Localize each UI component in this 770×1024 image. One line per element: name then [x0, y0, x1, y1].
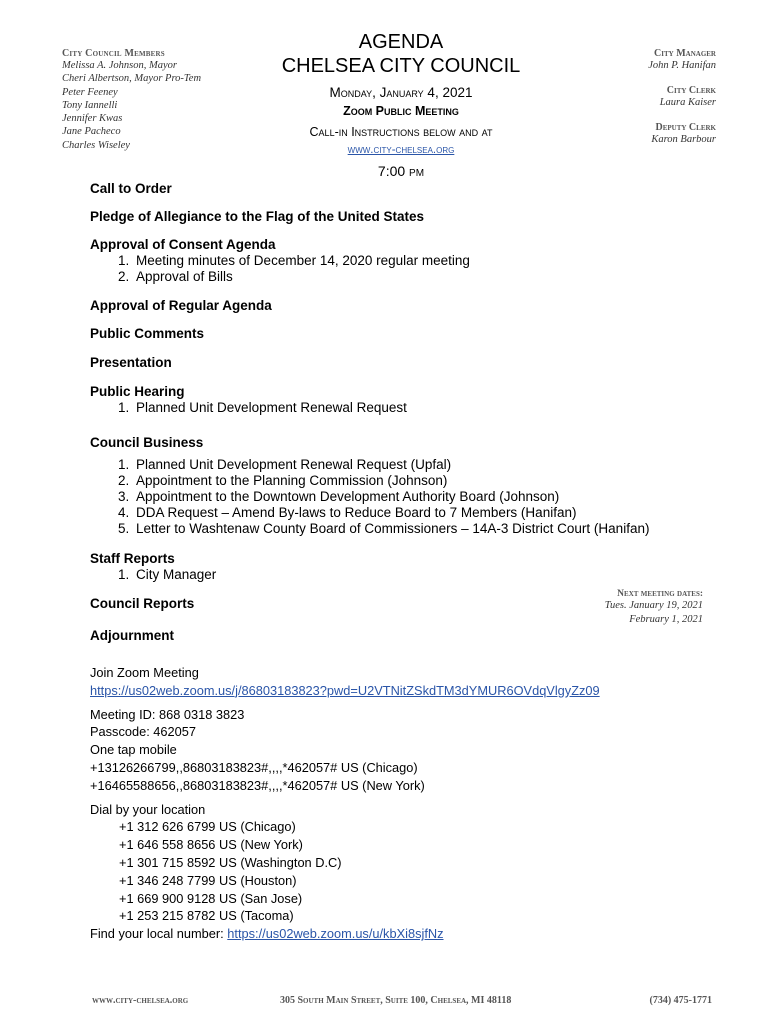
official-name: John P. Hanifan [648, 60, 716, 71]
footer-phone: (734) 475-1771 [649, 995, 712, 1006]
next-meeting-date: Tues. January 19, 2021 [604, 600, 703, 611]
member-name: Cheri Albertson, Mayor Pro-Tem [62, 73, 202, 85]
item-text: Approval of Bills [136, 269, 233, 285]
staff-reports-heading: Staff Reports [90, 550, 175, 566]
dial-number: +1 346 248 7799 US (Houston) [119, 872, 297, 888]
item-number: 1. [118, 253, 130, 268]
member-name: Charles Wiseley [62, 139, 130, 151]
list-item [90, 505, 710, 521]
join-zoom-label: Join Zoom Meeting [90, 665, 199, 680]
official-title: Deputy Clerk [655, 122, 716, 133]
council-title: CHELSEA CITY COUNCIL [281, 55, 521, 77]
next-meeting-dates [560, 589, 703, 626]
find-local-link[interactable]: https://us02web.zoom.us/u/kbXi8sjfNz [227, 926, 444, 942]
council-reports-heading: Council Reports [90, 595, 195, 611]
website-link[interactable]: www.city-chelsea.org [347, 144, 455, 156]
consent-agenda-heading: Approval of Consent Agenda [90, 237, 276, 252]
zoom-meeting-link[interactable]: https://us02web.zoom.us/j/86803183823?pwd=U2VTNitZSkdTM3dYMUR6OVdqVlgyZz09 [90, 682, 600, 698]
meeting-type: Zoom Public Meeting [343, 104, 459, 118]
consent-agenda-list [90, 253, 710, 285]
list-item [90, 457, 710, 473]
member-name: Jane Pacheco [62, 126, 121, 138]
dial-number: +1 312 626 6799 US (Chicago) [119, 819, 296, 835]
item-number: 2. [118, 269, 130, 285]
council-members-block [62, 48, 272, 152]
list-item [90, 400, 710, 416]
adjournment-heading: Adjournment [90, 627, 174, 643]
public-comments-heading: Public Comments [90, 326, 205, 342]
item-text: Appointment to the Downtown Development Authority Board (Johnson) [136, 489, 560, 505]
list-item [90, 269, 710, 285]
footer-address: 305 South Main Street, Suite 100, Chelsea, MI 48118 [280, 995, 512, 1006]
dial-number: +1 669 900 9128 US (San Jose) [119, 890, 303, 906]
item-number: 1. [118, 566, 130, 582]
find-local-number [90, 925, 720, 943]
staff-reports-list [90, 567, 710, 583]
item-text: Planned Unit Development Renewal Request [136, 400, 407, 416]
list-item [90, 473, 710, 489]
passcode: Passcode: 462057 [90, 724, 197, 740]
member-name: Jennifer Kwas [62, 113, 123, 125]
official-deputy-clerk [566, 122, 716, 146]
item-number: 4. [118, 505, 130, 521]
call-to-order: Call to Order [90, 181, 172, 196]
member-name: Peter Feeney [62, 86, 118, 98]
official-city-manager [566, 48, 716, 72]
item-text: Appointment to the Planning Commission (Johnson) [136, 472, 448, 488]
presentation-heading: Presentation [90, 355, 172, 371]
dial-number: +1 301 715 8592 US (Washington D.C) [119, 854, 342, 870]
list-item [90, 489, 710, 505]
official-name: Laura Kaiser [659, 97, 716, 108]
council-business-list [90, 457, 710, 538]
next-meeting-date: February 1, 2021 [629, 613, 703, 625]
city-officials-block [566, 48, 716, 159]
official-name: Karon Barbour [651, 134, 716, 145]
item-number: 1. [118, 456, 130, 472]
member-name: Tony Iannelli [62, 99, 118, 111]
item-text: City Manager [136, 566, 217, 582]
official-title: City Manager [654, 48, 716, 59]
zoom-details [90, 664, 720, 943]
one-tap-number: +16465588656,,86803183823#,,,,*462057# US (New York) [90, 777, 425, 793]
item-number: 1. [118, 400, 130, 416]
member-name: Melissa A. Johnson, Mayor [62, 60, 178, 71]
council-business-heading: Council Business [90, 434, 204, 450]
item-text: DDA Request – Amend By-laws to Reduce Board to 7 Members (Hanifan) [136, 505, 577, 521]
public-hearing-heading: Public Hearing [90, 384, 185, 400]
item-text: Letter to Washtenaw County Board of Commissioners – 14A-3 District Court (Hanifan) [136, 521, 650, 537]
dial-number: +1 253 215 8782 US (Tacoma) [119, 908, 294, 924]
one-tap-label: One tap mobile [90, 742, 177, 758]
next-meeting-title: Next meeting dates: [617, 589, 703, 599]
public-hearing-list [90, 400, 710, 416]
regular-agenda-heading: Approval of Regular Agenda [90, 298, 272, 314]
official-title: City Clerk [666, 85, 716, 96]
item-text: Planned Unit Development Renewal Request (Upfal) [136, 456, 452, 472]
list-item [90, 521, 710, 537]
item-number: 3. [118, 489, 130, 505]
dial-by-location-label: Dial by your location [90, 801, 206, 817]
dial-number: +1 646 558 8656 US (New York) [119, 837, 303, 853]
list-item [90, 567, 710, 583]
item-number: 5. [118, 521, 130, 537]
pledge: Pledge of Allegiance to the Flag of the United States [90, 209, 425, 224]
item-text: Meeting minutes of December 14, 2020 regular meeting [136, 253, 470, 268]
meeting-id: Meeting ID: 868 0318 3823 [90, 706, 245, 722]
meeting-time: 7:00 pm [377, 163, 425, 179]
agenda-body [90, 180, 710, 644]
official-city-clerk [566, 85, 716, 109]
footer-website: www.city-chelsea.org [92, 995, 189, 1006]
agenda-title: AGENDA [358, 31, 444, 53]
item-number: 2. [118, 472, 130, 488]
one-tap-number: +13126266799,,86803183823#,,,,*462057# US (Chicago) [90, 759, 418, 775]
list-item [90, 253, 710, 269]
agenda-header [265, 30, 537, 181]
callin-instructions: Call-in Instructions below and at [309, 125, 493, 139]
meeting-date: Monday, January 4, 2021 [329, 85, 473, 100]
council-members-title: City Council Members [62, 48, 165, 59]
find-local-label: Find your local number: [90, 926, 228, 942]
